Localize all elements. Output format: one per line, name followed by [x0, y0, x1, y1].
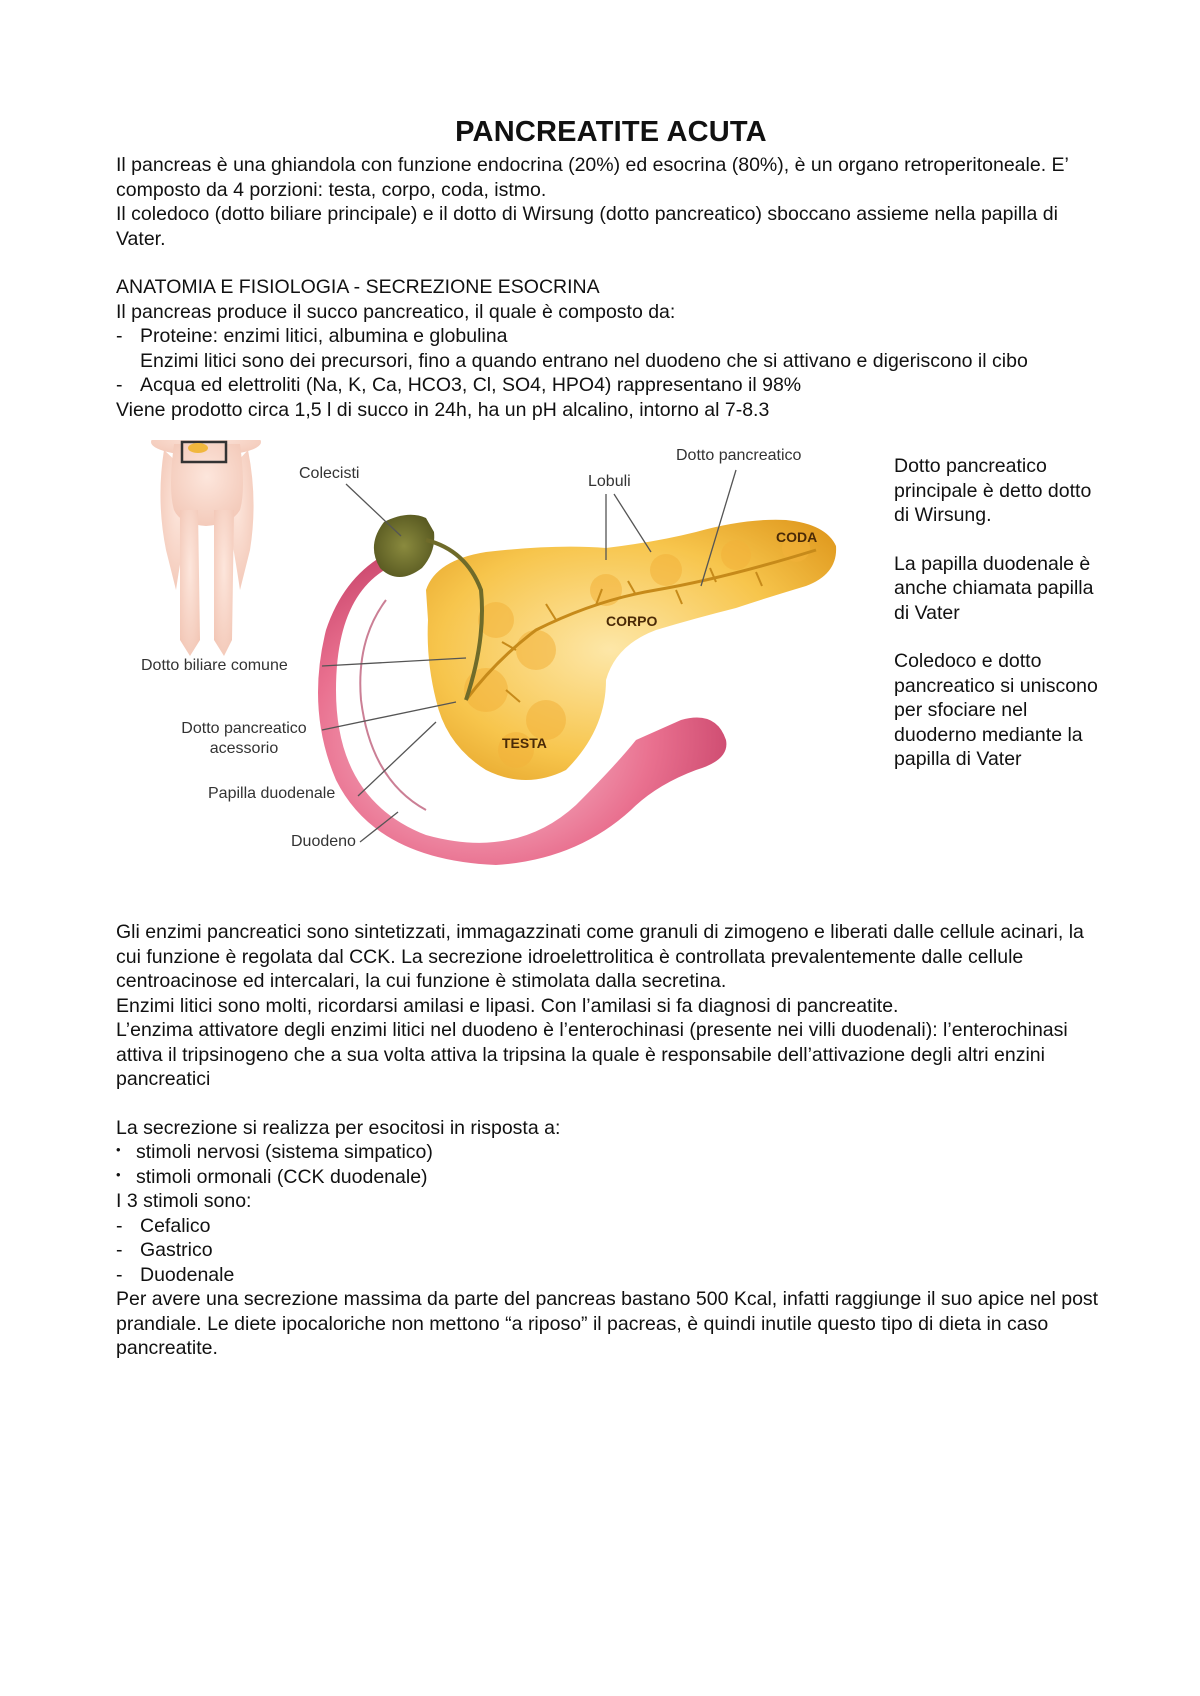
bullet-icon: • [116, 1142, 121, 1157]
enzymes-paragraph-3: L’enzima attivatore degli enzimi litici nel duodeno è l’enterochinasi (presente nei villi duodenali): l’enterochinasi attiva il tripsinogeno che a sua volta attiva la tripsina la quale è responsabile dell’attivazione degli altri enzini pancreatici [116, 1019, 1068, 1090]
bullet-icon: • [116, 1166, 121, 1182]
list-item [116, 1263, 1106, 1288]
list-item [116, 1165, 1106, 1190]
intro-paragraph-2: Il coledoco (dotto biliare principale) e il dotto di Wirsung (dotto pancreatico) sboccano assieme nella papilla di Vater. [116, 203, 1058, 250]
list-item [116, 1140, 1106, 1165]
side-note: Dotto pancreatico principale è detto dotto di Wirsung. [894, 455, 1092, 526]
side-note: La papilla duodenale è anche chiamata papilla di Vater [894, 552, 1094, 624]
secretion-intro: Il pancreas produce il succo pancreatico, il quale è composto da: [116, 300, 676, 323]
composition-item-sub: Enzimi litici sono dei precursori, fino a quando entrano nel duodeno che si attivano e digeriscono il cibo [140, 349, 1028, 372]
label-coda: CODA [776, 529, 818, 545]
list-item-text: Cefalico [140, 1214, 211, 1237]
list-item-text: Gastrico [140, 1239, 213, 1261]
side-note: Coledoco e dotto pancreatico si uniscono per sfociare nel duoderno mediante la papilla di Vater [894, 650, 1098, 770]
dash-marker: - [116, 1214, 123, 1237]
production-text: Viene prodotto circa 1,5 l di succo in 24h, ha un pH alcalino, intorno al 7-8.3 [116, 398, 770, 421]
composition-item-text: Acqua ed elettroliti (Na, K, Ca, HCO3, Cl, SO4, HPO4) rappresentano il 98% [140, 374, 802, 396]
section-heading: ANATOMIA E FISIOLOGIA - SECREZIONE ESOCRINA [116, 276, 600, 298]
list-marker: - [116, 374, 123, 396]
pancreas-shape [426, 520, 836, 780]
list-marker: - [116, 325, 123, 347]
composition-item [116, 373, 1106, 398]
dash-marker: - [116, 1239, 123, 1261]
label-dotto-accessorio-2: acessorio [209, 740, 279, 757]
label-corpo: CORPO [606, 613, 658, 629]
label-dotto-biliare: Dotto biliare comune [141, 657, 288, 674]
composition-item-text: Proteine: enzimi litici, albumina e globulina [140, 325, 508, 347]
label-dotto-accessorio-1: Dotto pancreatico [181, 720, 307, 737]
list-item-text: stimoli ormonali (CCK duodenale) [136, 1165, 428, 1188]
pancreas-anatomy-illustration [136, 440, 896, 910]
anatomy-figure-row [116, 440, 1106, 920]
label-duodeno: Duodeno [291, 833, 356, 850]
label-lobuli: Lobuli [588, 473, 631, 490]
stimuli-intro: La secrezione si realizza per esocitosi in risposta a: [116, 1116, 561, 1139]
enzymes-paragraph-2: Enzimi litici sono molti, ricordarsi amilasi e lipasi. Con l’amilasi si fa diagnosi di pancreatite. [116, 994, 899, 1017]
side-notes [894, 454, 1104, 796]
document-page [116, 116, 1106, 1361]
closing-paragraph: Per avere una secrezione massima da parte del pancreas bastano 500 Kcal, infatti raggiunge il suo apice nel post prandiale. Le diete ipocaloriche non mettono “a riposo” il pacreas, è quindi inutile questo tipo di dieta in caso pancreatite. [116, 1288, 1099, 1359]
three-stimuli-intro: I 3 stimoli sono: [116, 1190, 252, 1212]
dash-marker: - [116, 1263, 123, 1286]
list-item [116, 1214, 1106, 1239]
label-dotto-pancreatico: Dotto pancreatico [676, 447, 802, 464]
gallbladder-shape [374, 515, 434, 577]
composition-item [116, 324, 1106, 373]
list-item [116, 1238, 1106, 1263]
label-papilla: Papilla duodenale [208, 785, 336, 802]
label-colecisti: Colecisti [299, 465, 360, 482]
enzymes-paragraph-1: Gli enzimi pancreatici sono sintetizzati, immagazzinati come granuli di zimogeno e liberati dalle cellule acinari, la cui funzione è regolata dal CCK. La secrezione idroelettrolitica è controllata prevalentemente dalle cellule centroacinose ed intercalari, la cui funzione è stimolata dalla secretina. [116, 921, 1084, 992]
intro-paragraph-1: Il pancreas è una ghiandola con funzione endocrina (20%) ed esocrina (80%), è un organo retroperitoneale. E’ composto da 4 porzioni: testa, corpo, coda, istmo. [116, 154, 1069, 201]
body-silhouette-icon [151, 440, 261, 656]
page-title: PANCREATITE ACUTA [455, 116, 767, 148]
list-item-text: Duodenale [140, 1263, 235, 1286]
list-item-text: stimoli nervosi (sistema simpatico) [136, 1141, 433, 1163]
label-testa: TESTA [502, 735, 547, 751]
